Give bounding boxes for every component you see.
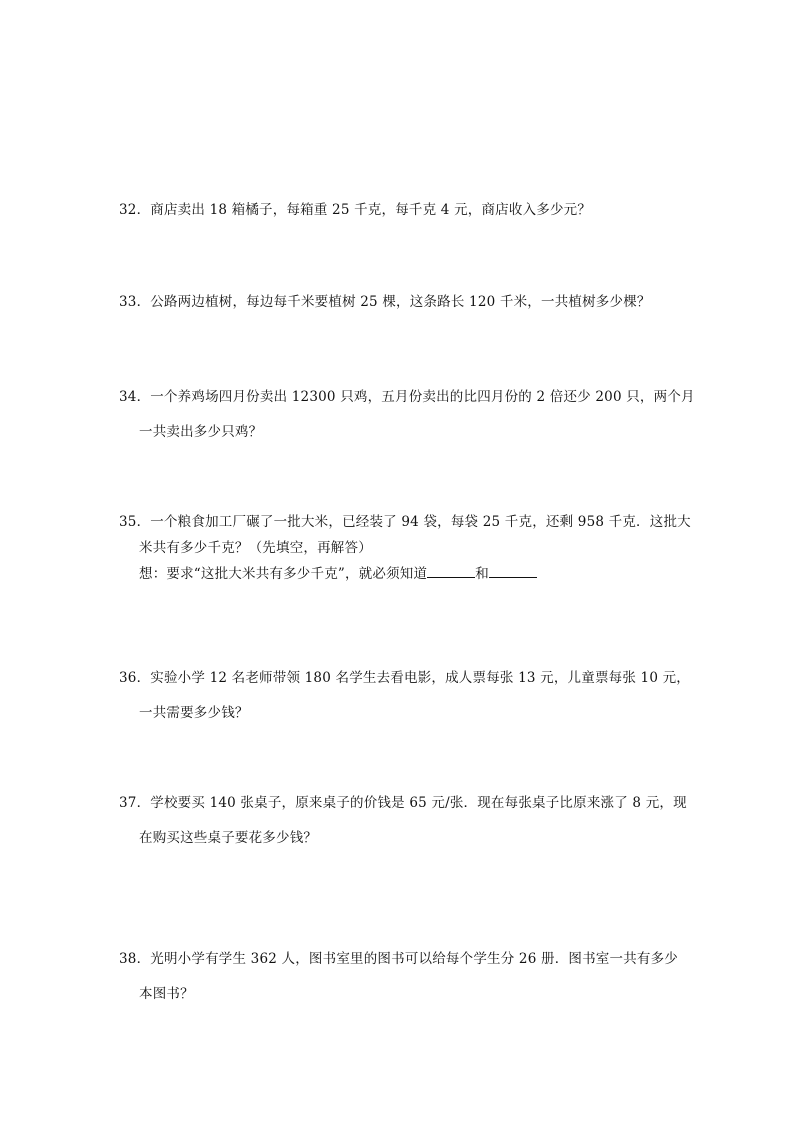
question-text-continued: 在购买这些桌子要花多少钱？ <box>139 830 318 846</box>
question-text: 38．光明小学有学生 362 人，图书室里的图书可以给每个学生分 26 册．图书室一共有多少 <box>119 951 678 967</box>
hint-and: 和 <box>475 566 489 582</box>
question-34 <box>119 385 695 440</box>
question-text-continued: 一共卖出多少只鸡？ <box>139 424 263 440</box>
question-text: 36．实验小学 12 名老师带领 180 名学生去看电影，成人票每张 13 元，儿童票每张 10 元， <box>119 670 691 686</box>
question-text: 35．一个粮食加工厂碾了一批大米，已经装了 94 袋，每袋 25 千克，还剩 958 千克．这批大 <box>119 514 691 530</box>
question-36 <box>119 666 691 721</box>
question-text: 37．学校要买 140 张桌子，原来桌子的价钱是 65 元/张．现在每张桌子比原来涨了 8 元，现 <box>119 795 687 811</box>
question-32 <box>119 198 679 218</box>
question-text: 33．公路两边植树，每边每千米要植树 25 棵，这条路长 120 千米，一共植树多少棵？ <box>119 294 651 310</box>
answer-blank-2[interactable] <box>489 565 537 578</box>
question-text-continued: 本图书？ <box>139 986 194 1002</box>
question-37 <box>119 791 687 846</box>
hint-line <box>119 562 679 582</box>
hint-prefix: 想：要求“这批大米共有多少千克”，就必须知道 <box>139 566 428 582</box>
answer-blank-1[interactable] <box>427 565 475 578</box>
question-text-continued: 一共需要多少钱？ <box>139 705 249 721</box>
question-38 <box>119 947 679 1002</box>
question-text: 32．商店卖出 18 箱橘子，每箱重 25 千克，每千克 4 元，商店收入多少元？ <box>119 202 592 218</box>
question-text: 34．一个养鸡场四月份卖出 12300 只鸡，五月份卖出的比四月份的 2 倍还少 200 只，两个月 <box>119 389 695 405</box>
question-text-continued: 米共有多少千克？（先填空，再解答） <box>139 540 372 556</box>
question-35 <box>119 510 691 582</box>
question-33 <box>119 290 679 310</box>
